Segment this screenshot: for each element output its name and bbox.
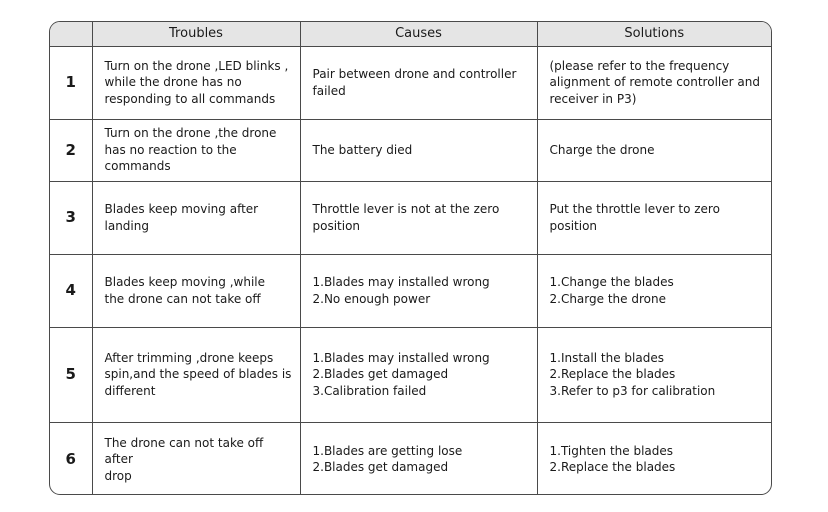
header-row [50,22,771,46]
cause-cell: 1.Blades may installed wrong 2.No enough power [300,254,537,327]
solution-cell: 1.Change the blades 2.Charge the drone [537,254,771,327]
solution-cell: Charge the drone [537,119,771,181]
cause-cell: Throttle lever is not at the zero position [300,181,537,254]
table-row [50,119,771,181]
row-number: 4 [50,254,92,327]
table-row [50,46,771,119]
table-row [50,181,771,254]
solution-cell: 1.Tighten the blades 2.Replace the blades [537,422,771,495]
header-troubles: Troubles [92,22,300,46]
header-solutions: Solutions [537,22,771,46]
table-row [50,327,771,422]
cause-cell: Pair between drone and controller failed [300,46,537,119]
cause-cell: 1.Blades may installed wrong 2.Blades get damaged 3.Calibration failed [300,327,537,422]
row-number: 5 [50,327,92,422]
cause-cell: The battery died [300,119,537,181]
troubleshooting-table [49,21,772,495]
table-row [50,254,771,327]
row-number: 3 [50,181,92,254]
trouble-cell: After trimming ,drone keeps spin,and the speed of blades is different [92,327,300,422]
cause-cell: 1.Blades are getting lose 2.Blades get damaged [300,422,537,495]
row-number: 1 [50,46,92,119]
solution-cell: (please refer to the frequency alignment of remote controller and receiver in P3) [537,46,771,119]
row-number: 6 [50,422,92,495]
trouble-cell: The drone can not take off after drop [92,422,300,495]
trouble-cell: Turn on the drone ,the drone has no reaction to the commands [92,119,300,181]
trouble-cell: Turn on the drone ,LED blinks , while the drone has no responding to all commands [92,46,300,119]
table-row [50,422,771,495]
trouble-cell: Blades keep moving after landing [92,181,300,254]
solution-cell: 1.Install the blades 2.Replace the blades 3.Refer to p3 for calibration [537,327,771,422]
header-causes: Causes [300,22,537,46]
row-number: 2 [50,119,92,181]
trouble-cell: Blades keep moving ,while the drone can not take off [92,254,300,327]
header-number [50,22,92,46]
solution-cell: Put the throttle lever to zero position [537,181,771,254]
